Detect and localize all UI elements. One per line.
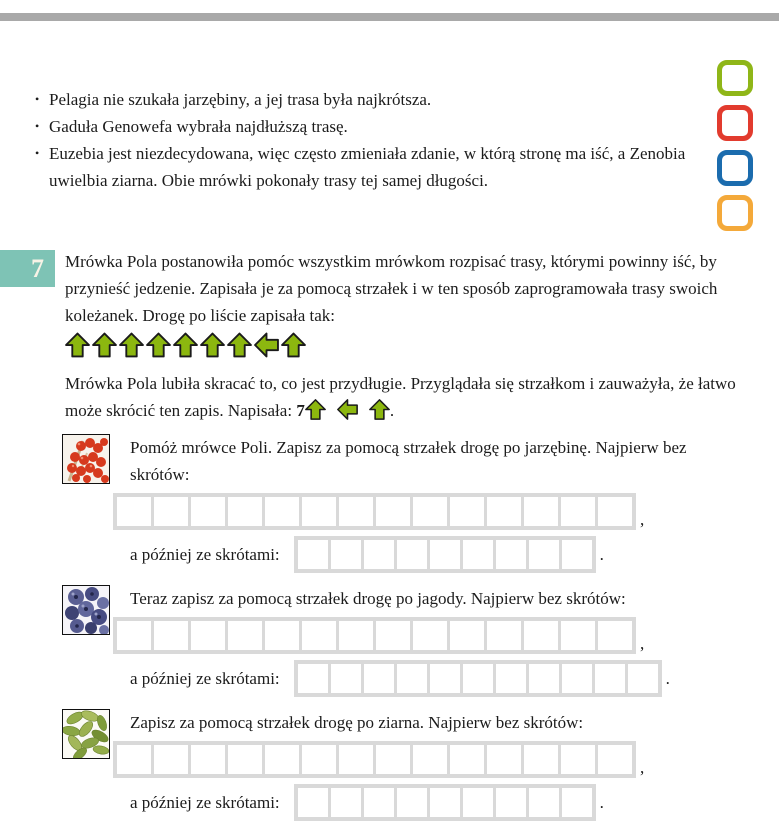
- arrow-answer-cell[interactable]: [598, 497, 632, 526]
- arrow-answer-box: [294, 536, 596, 573]
- arrow-answer-cell[interactable]: [298, 540, 328, 569]
- arrow-answer-cell[interactable]: [376, 745, 410, 774]
- arrow-answer-cell[interactable]: [339, 497, 373, 526]
- blueberries-photo: [62, 585, 110, 635]
- hint-item: • Euzebia jest niezdecydowana, więc często zmieniała zdanie, w którą stronę ma iść, a Zenobia uwielbia ziarna. Obie mrówki pokonały trasy tej samej długości.: [35, 140, 695, 194]
- arrow-answer-cell[interactable]: [228, 621, 262, 650]
- pumpkin-seeds-photo: [62, 709, 110, 759]
- short-answer-label: a później ze skrótami:: [130, 668, 280, 688]
- arrow-answer-cell[interactable]: [496, 788, 526, 817]
- arrow-answer-cell[interactable]: [397, 540, 427, 569]
- arrow-answer-cell[interactable]: [430, 540, 460, 569]
- task-prompt: Zapisz za pomocą strzałek drogę po ziarna. Najpierw bez skrótów:: [130, 713, 584, 732]
- up-arrow-icon: [281, 332, 306, 358]
- task-blueberries: [65, 585, 760, 697]
- arrow-answer-cell[interactable]: [376, 621, 410, 650]
- task-prompt: Pomóż mrówce Poli. Zapisz za pomocą strzałek drogę po jarzębinę. Najpierw bez skrótów:: [130, 438, 687, 484]
- arrow-answer-cell[interactable]: [154, 497, 188, 526]
- arrow-answer-cell[interactable]: [302, 745, 336, 774]
- exercise-number-badge: 7: [0, 250, 55, 287]
- arrow-answer-cell[interactable]: [154, 621, 188, 650]
- arrow-answer-cell[interactable]: [191, 621, 225, 650]
- arrow-answer-cell[interactable]: [331, 788, 361, 817]
- arrow-answer-cell[interactable]: [331, 664, 361, 693]
- exercise-7-body: [65, 248, 760, 833]
- arrow-answer-cell[interactable]: [524, 497, 558, 526]
- arrow-answer-cell[interactable]: [524, 621, 558, 650]
- punctuation: ,: [640, 634, 645, 653]
- arrow-answer-cell[interactable]: [562, 540, 592, 569]
- arrow-answer-cell[interactable]: [430, 664, 460, 693]
- arrow-answer-cell[interactable]: [228, 745, 262, 774]
- task-list: [65, 434, 760, 821]
- arrow-answer-cell[interactable]: [598, 621, 632, 650]
- arrow-answer-cell[interactable]: [561, 745, 595, 774]
- up-arrow-icon: [65, 332, 90, 358]
- arrow-answer-box: [113, 493, 636, 530]
- arrow-answer-cell[interactable]: [117, 621, 151, 650]
- leaf-path-arrow-sequence: [65, 332, 760, 358]
- arrow-answer-cell[interactable]: [463, 540, 493, 569]
- arrow-answer-cell[interactable]: [413, 497, 447, 526]
- arrow-answer-cell[interactable]: [117, 497, 151, 526]
- left-arrow-icon: [254, 333, 280, 358]
- arrow-answer-cell[interactable]: [524, 745, 558, 774]
- arrow-answer-cell[interactable]: [191, 745, 225, 774]
- arrow-answer-cell[interactable]: [302, 497, 336, 526]
- up-arrow-icon: [200, 332, 225, 358]
- arrow-answer-cell[interactable]: [413, 745, 447, 774]
- arrow-answer-cell[interactable]: [496, 664, 526, 693]
- arrow-answer-box: [294, 784, 596, 821]
- arrow-answer-cell[interactable]: [450, 497, 484, 526]
- arrow-answer-cell[interactable]: [463, 664, 493, 693]
- answer-row-short: [130, 536, 760, 573]
- arrow-answer-cell[interactable]: [154, 745, 188, 774]
- arrow-answer-cell[interactable]: [228, 497, 262, 526]
- arrow-answer-cell[interactable]: [265, 745, 299, 774]
- arrow-answer-cell[interactable]: [430, 788, 460, 817]
- answer-marker-red[interactable]: [717, 105, 753, 141]
- arrow-answer-cell[interactable]: [561, 497, 595, 526]
- arrow-answer-cell[interactable]: [298, 788, 328, 817]
- answer-row-long: [113, 617, 760, 654]
- arrow-answer-cell[interactable]: [364, 788, 394, 817]
- task-rowan: [65, 434, 760, 573]
- arrow-answer-cell[interactable]: [397, 664, 427, 693]
- punctuation: .: [599, 792, 604, 812]
- arrow-answer-cell[interactable]: [265, 497, 299, 526]
- shortcut-paragraph: [65, 370, 760, 424]
- punctuation: ,: [640, 758, 645, 777]
- arrow-answer-cell[interactable]: [364, 664, 394, 693]
- pumpkin-seeds-image: [63, 710, 109, 758]
- page-top-divider-bar: [0, 13, 779, 21]
- punctuation: ,: [640, 510, 645, 529]
- hint-list: [35, 86, 695, 194]
- arrow-answer-cell[interactable]: [339, 621, 373, 650]
- up-arrow-icon: [305, 399, 326, 420]
- arrow-answer-box: [113, 617, 636, 654]
- arrow-multiplier: 7: [296, 401, 305, 420]
- up-arrow-icon: [173, 332, 198, 358]
- up-arrow-icon: [146, 332, 171, 358]
- answer-marker-orange[interactable]: [717, 195, 753, 231]
- short-answer-label: a później ze skrótami:: [130, 544, 280, 564]
- arrow-answer-cell[interactable]: [364, 540, 394, 569]
- arrow-answer-cell[interactable]: [397, 788, 427, 817]
- arrow-answer-cell[interactable]: [450, 621, 484, 650]
- arrow-answer-cell[interactable]: [487, 621, 521, 650]
- short-answer-label: a później ze skrótami:: [130, 792, 280, 812]
- left-arrow-icon: [337, 399, 358, 420]
- answer-marker-green[interactable]: [717, 60, 753, 96]
- arrow-answer-cell[interactable]: [339, 745, 373, 774]
- arrow-answer-cell[interactable]: [496, 540, 526, 569]
- arrow-answer-cell[interactable]: [562, 788, 592, 817]
- answer-marker-column: [717, 60, 753, 231]
- task-seeds: [65, 709, 760, 821]
- punctuation: .: [665, 668, 670, 688]
- arrow-answer-cell[interactable]: [628, 664, 658, 693]
- arrow-answer-cell[interactable]: [529, 788, 559, 817]
- rowan-berries-image: [63, 435, 109, 483]
- punctuation: .: [599, 544, 604, 564]
- shortcut-text-after: .: [389, 401, 395, 420]
- arrow-answer-cell[interactable]: [117, 745, 151, 774]
- task-prompt: Teraz zapisz za pomocą strzałek drogę po jagody. Najpierw bez skrótów:: [130, 589, 626, 608]
- arrow-answer-cell[interactable]: [376, 497, 410, 526]
- answer-marker-blue[interactable]: [717, 150, 753, 186]
- rowan-berries-photo: [62, 434, 110, 484]
- arrow-answer-cell[interactable]: [463, 788, 493, 817]
- up-arrow-icon: [227, 332, 252, 358]
- hint-item: • Pelagia nie szukała jarzębiny, a jej trasa była najkrótsza.: [35, 86, 695, 113]
- up-arrow-icon: [119, 332, 144, 358]
- up-arrow-icon: [369, 399, 390, 420]
- answer-row-short: [130, 784, 760, 821]
- exercise-intro-text: Mrówka Pola postanowiła pomóc wszystkim mrówkom rozpisać trasy, którymi powinny iść, by przynieść jedzenie. Zapisała je za pomocą strzałek i w ten sposób zaprogramowała trasy swoich koleżanek. Drogę po liście zapisała tak:: [65, 252, 718, 325]
- arrow-answer-cell[interactable]: [562, 664, 592, 693]
- arrow-answer-box: [294, 660, 662, 697]
- arrow-answer-cell[interactable]: [561, 621, 595, 650]
- arrow-answer-cell[interactable]: [487, 745, 521, 774]
- arrow-answer-cell[interactable]: [413, 621, 447, 650]
- shortcut-text-before: Mrówka Pola lubiła skracać to, co jest przydługie. Przyglądała się strzałkom i zauważyła, że łatwo może skrócić ten zapis. Napisała:: [65, 374, 736, 420]
- hint-item: • Gaduła Genowefa wybrała najdłuższą trasę.: [35, 113, 695, 140]
- arrow-answer-cell[interactable]: [450, 745, 484, 774]
- arrow-answer-cell[interactable]: [487, 497, 521, 526]
- answer-row-long: [113, 741, 760, 778]
- blueberries-image: [63, 586, 109, 634]
- arrow-answer-cell[interactable]: [191, 497, 225, 526]
- answer-row-short: [130, 660, 760, 697]
- answer-row-long: [113, 493, 760, 530]
- shortcut-arrow-sequence: [305, 401, 390, 420]
- arrow-answer-cell[interactable]: [298, 664, 328, 693]
- arrow-answer-cell[interactable]: [265, 621, 299, 650]
- arrow-answer-cell[interactable]: [595, 664, 625, 693]
- arrow-answer-cell[interactable]: [598, 745, 632, 774]
- arrow-answer-cell[interactable]: [529, 540, 559, 569]
- up-arrow-icon: [92, 332, 117, 358]
- arrow-answer-cell[interactable]: [529, 664, 559, 693]
- arrow-answer-box: [113, 741, 636, 778]
- arrow-answer-cell[interactable]: [331, 540, 361, 569]
- arrow-answer-cell[interactable]: [302, 621, 336, 650]
